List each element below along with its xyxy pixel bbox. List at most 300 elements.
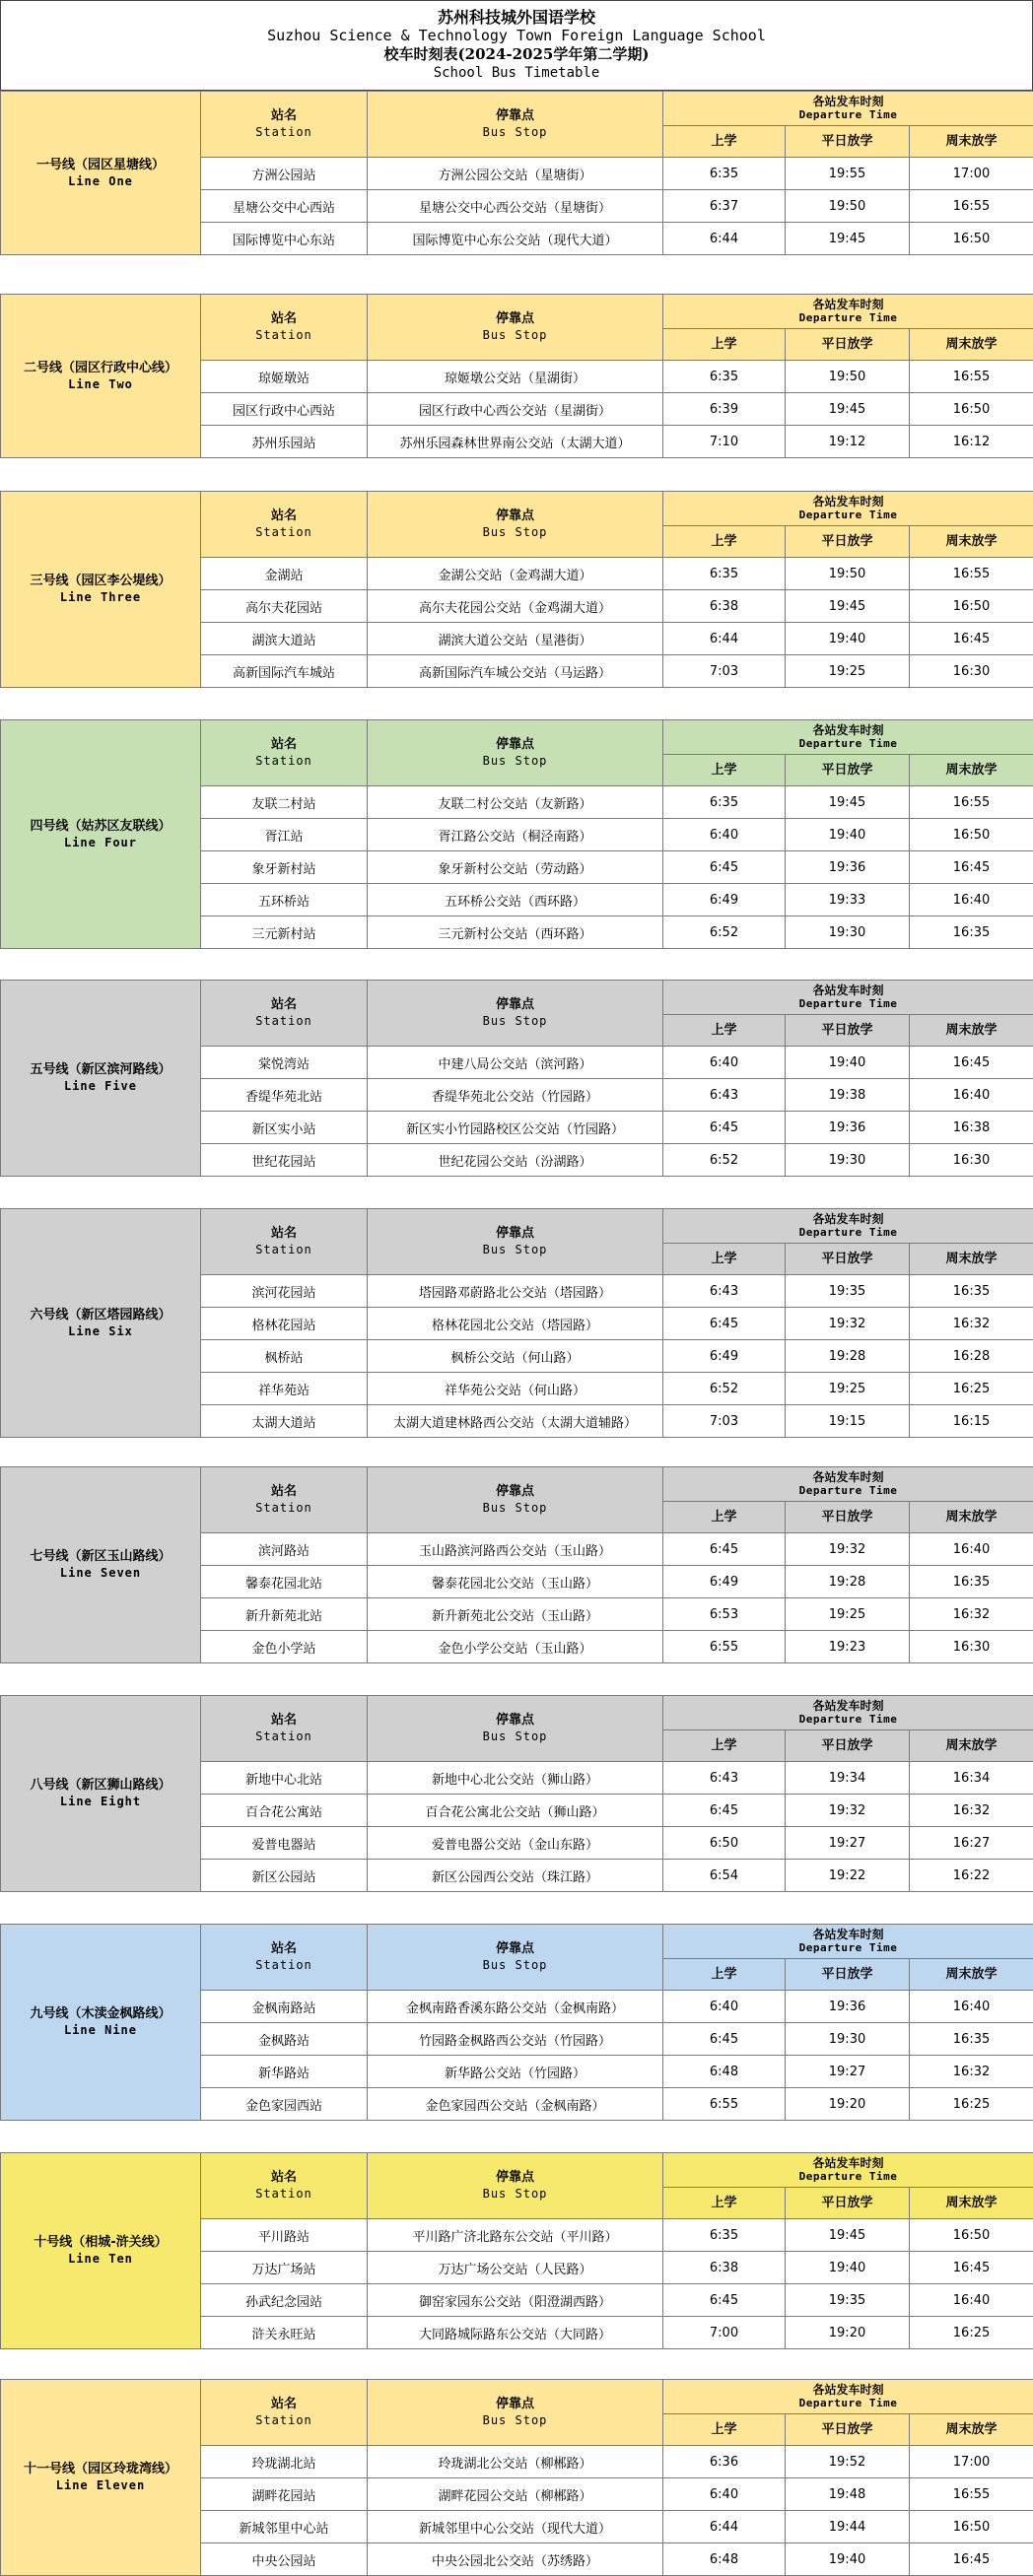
bus-stop-cell: 金色小学公交站（玉山路） [368, 1631, 663, 1663]
bus-stop-header-cn: 停靠点 [496, 1941, 534, 1956]
station-cell: 浒关永旺站 [201, 2317, 368, 2349]
bus-stop-cell: 中央公园北公交站（苏绣路） [368, 2543, 663, 2576]
weekend-time-cell: 16:25 [910, 1373, 1033, 1405]
station-cell: 金色家园西站 [201, 2088, 368, 2121]
line-name-cell [1, 1925, 201, 2121]
departure-time-header [663, 1209, 1033, 1244]
bus-line-block [0, 1695, 1033, 1892]
station-header-cn: 站名 [271, 2397, 297, 2411]
school-time-cell: 7:03 [663, 1405, 786, 1438]
school-time-cell: 6:40 [663, 1047, 786, 1079]
bus-stop-header-cn: 停靠点 [496, 1226, 534, 1241]
weekday-time-cell: 19:32 [786, 1533, 910, 1566]
station-cell: 玲珑湖北站 [201, 2446, 368, 2478]
weekday-time-cell: 19:40 [786, 1047, 910, 1079]
weekday-time-cell: 19:38 [786, 1079, 910, 1112]
station-header-cn: 站名 [271, 737, 297, 752]
weekday-time-cell: 19:50 [786, 361, 910, 393]
bus-stop-cell: 新城邻里中心公交站（现代大道） [368, 2511, 663, 2543]
line-name-en: Line One [1, 173, 200, 190]
timetable-title-en: School Bus Timetable [1, 64, 1032, 83]
station-header-en: Station [201, 753, 367, 769]
bus-stop-header-cn: 停靠点 [496, 311, 534, 326]
station-header [201, 720, 368, 786]
weekend-time-cell: 16:28 [910, 1340, 1033, 1373]
station-header-cn: 站名 [271, 1226, 297, 1241]
bus-line-block [0, 294, 1033, 458]
weekend-time-cell: 16:27 [910, 1827, 1033, 1860]
station-cell: 金湖站 [201, 558, 368, 590]
school-time-cell: 7:10 [663, 426, 786, 458]
weekend-time-cell: 16:45 [910, 1047, 1033, 1079]
weekend-time-header: 周末放学 [910, 2414, 1033, 2446]
weekend-time-cell: 16:32 [910, 2056, 1033, 2088]
bus-stop-cell: 友联二村公交站（友新路） [368, 786, 663, 819]
bus-stop-header-en: Bus Stop [368, 2186, 662, 2202]
station-cell: 中央公园站 [201, 2543, 368, 2576]
station-header-cn: 站名 [271, 108, 297, 123]
school-time-cell: 6:40 [663, 2478, 786, 2511]
weekend-time-cell: 16:55 [910, 2478, 1033, 2511]
station-header-cn: 站名 [271, 311, 297, 326]
bus-stop-header-en: Bus Stop [368, 1013, 662, 1029]
station-cell: 平川路站 [201, 2219, 368, 2252]
station-cell: 太湖大道站 [201, 1405, 368, 1438]
line-name-cn: 六号线（新区塔园路线） [30, 1308, 171, 1322]
bus-stop-cell: 高新国际汽车城公交站（马运路） [368, 655, 663, 688]
school-time-cell: 6:45 [663, 1533, 786, 1566]
station-header-cn: 站名 [271, 1713, 297, 1728]
line-name-cell [1, 92, 201, 255]
departure-time-header [663, 2153, 1033, 2188]
bus-stop-header-en: Bus Stop [368, 1500, 662, 1516]
departure-time-header-en: Departure Time [663, 508, 1033, 521]
school-time-cell: 6:36 [663, 2446, 786, 2478]
weekend-time-cell: 16:55 [910, 190, 1033, 223]
weekend-time-cell: 16:25 [910, 2088, 1033, 2121]
school-time-cell: 6:48 [663, 2056, 786, 2088]
weekend-time-cell: 16:45 [910, 2252, 1033, 2284]
bus-line-block [0, 1208, 1033, 1438]
bus-stop-cell: 新升新苑北公交站（玉山路） [368, 1598, 663, 1631]
weekend-time-cell: 16:25 [910, 2317, 1033, 2349]
line-name-cell [1, 1467, 201, 1663]
weekday-time-cell: 19:36 [786, 1112, 910, 1144]
line-table [0, 2379, 1033, 2576]
station-header-en: Station [201, 524, 367, 540]
bus-stop-cell: 三元新村公交站（西环路） [368, 916, 663, 949]
station-cell: 世纪花园站 [201, 1144, 368, 1177]
weekday-time-header: 平日放学 [786, 329, 910, 361]
weekday-time-cell: 19:45 [786, 590, 910, 623]
timetable-title-cn: 校车时刻表(2024-2025学年第二学期) [1, 45, 1032, 64]
bus-stop-cell: 太湖大道建林路西公交站（太湖大道辅路） [368, 1405, 663, 1438]
weekday-time-cell: 19:36 [786, 851, 910, 884]
departure-time-header-en: Departure Time [663, 1941, 1033, 1954]
line-name-cn: 七号线（新区玉山路线） [30, 1549, 171, 1564]
station-cell: 苏州乐园站 [201, 426, 368, 458]
station-cell: 新升新苑北站 [201, 1598, 368, 1631]
bus-stop-header [368, 492, 663, 558]
line-name-cn: 九号线（木渎金枫路线） [30, 2006, 171, 2021]
bus-stop-header-en: Bus Stop [368, 1729, 662, 1744]
weekend-time-header: 周末放学 [910, 1244, 1033, 1275]
station-header [201, 981, 368, 1047]
school-time-cell: 6:54 [663, 1860, 786, 1892]
line-name-cn: 十号线（相城-浒关线） [34, 2235, 167, 2250]
line-name-cn: 八号线（新区狮山路线） [30, 1778, 171, 1793]
school-time-header: 上学 [663, 1959, 786, 1991]
line-table [0, 2152, 1033, 2349]
weekday-time-cell: 19:15 [786, 1405, 910, 1438]
line-name-cn: 二号线（园区行政中心线） [24, 361, 177, 375]
departure-time-header [663, 1925, 1033, 1959]
weekend-time-cell: 16:50 [910, 590, 1033, 623]
school-time-cell: 6:45 [663, 1112, 786, 1144]
station-cell: 馨泰花园北站 [201, 1566, 368, 1598]
departure-time-header-en: Departure Time [663, 2170, 1033, 2183]
weekend-time-cell: 16:30 [910, 1631, 1033, 1663]
school-name-cn: 苏州科技城外国语学校 [1, 8, 1032, 27]
station-header [201, 295, 368, 361]
station-cell: 友联二村站 [201, 786, 368, 819]
departure-time-header [663, 295, 1033, 329]
weekend-time-cell: 16:34 [910, 1762, 1033, 1795]
weekday-time-cell: 19:30 [786, 2023, 910, 2056]
station-cell: 枫桥站 [201, 1340, 368, 1373]
school-time-header: 上学 [663, 1244, 786, 1275]
school-time-cell: 6:45 [663, 1795, 786, 1827]
station-header [201, 1209, 368, 1275]
weekday-time-cell: 19:20 [786, 2317, 910, 2349]
station-header [201, 2380, 368, 2446]
station-cell: 新华路站 [201, 2056, 368, 2088]
weekday-time-header: 平日放学 [786, 1244, 910, 1275]
line-name-cn: 三号线（园区李公堤线） [30, 574, 171, 588]
school-time-cell: 6:50 [663, 1827, 786, 1860]
bus-stop-cell: 琼姬墩公交站（星湖街） [368, 361, 663, 393]
bus-stop-cell: 香缇华苑北公交站（竹园路） [368, 1079, 663, 1112]
weekend-time-cell: 16:50 [910, 2219, 1033, 2252]
station-header [201, 1925, 368, 1991]
station-cell: 祥华苑站 [201, 1373, 368, 1405]
school-time-header: 上学 [663, 126, 786, 158]
station-header-en: Station [201, 1729, 367, 1744]
station-cell: 金枫路站 [201, 2023, 368, 2056]
bus-stop-header-en: Bus Stop [368, 2412, 662, 2428]
weekday-time-cell: 19:40 [786, 2543, 910, 2576]
bus-stop-header-en: Bus Stop [368, 524, 662, 540]
school-time-cell: 6:55 [663, 2088, 786, 2121]
weekday-time-cell: 19:50 [786, 558, 910, 590]
weekend-time-cell: 16:12 [910, 426, 1033, 458]
weekend-time-cell: 16:35 [910, 916, 1033, 949]
bus-line-block [0, 1924, 1033, 2121]
weekday-time-cell: 19:33 [786, 884, 910, 916]
station-cell: 金枫南路站 [201, 1991, 368, 2023]
bus-stop-cell: 玲珑湖北公交站（柳郴路） [368, 2446, 663, 2478]
line-name-cn: 一号线（园区星塘线） [36, 158, 165, 172]
school-name-en: Suzhou Science & Technology Town Foreign Language School [1, 27, 1032, 45]
station-header [201, 92, 368, 158]
station-cell: 新城邻里中心站 [201, 2511, 368, 2543]
station-header-cn: 站名 [271, 997, 297, 1012]
school-time-cell: 6:35 [663, 361, 786, 393]
station-cell: 新区实小站 [201, 1112, 368, 1144]
school-time-cell: 6:49 [663, 1340, 786, 1373]
weekday-time-cell: 19:48 [786, 2478, 910, 2511]
weekend-time-header: 周末放学 [910, 126, 1033, 158]
school-time-cell: 6:52 [663, 916, 786, 949]
school-time-cell: 6:40 [663, 1991, 786, 2023]
weekend-time-cell: 16:40 [910, 1991, 1033, 2023]
bus-stop-cell: 塔园路邓蔚路北公交站（塔园路） [368, 1275, 663, 1308]
line-name-cn: 十一号线（园区玲珑湾线） [24, 2462, 177, 2476]
departure-time-header-cn: 各站发车时刻 [813, 723, 884, 737]
bus-stop-header [368, 1925, 663, 1991]
school-time-cell: 6:43 [663, 1762, 786, 1795]
bus-stop-header-en: Bus Stop [368, 124, 662, 140]
station-cell: 香缇华苑北站 [201, 1079, 368, 1112]
station-header-en: Station [201, 124, 367, 140]
weekend-time-cell: 16:50 [910, 2511, 1033, 2543]
line-name-cell [1, 295, 201, 458]
station-cell: 棠悦湾站 [201, 1047, 368, 1079]
weekday-time-cell: 19:12 [786, 426, 910, 458]
weekday-time-cell: 19:40 [786, 819, 910, 851]
bus-stop-cell: 高尔夫花园公交站（金鸡湖大道） [368, 590, 663, 623]
station-header-en: Station [201, 1500, 367, 1516]
bus-stop-cell: 玉山路滨河路西公交站（玉山路） [368, 1533, 663, 1566]
line-name-en: Line Ten [1, 2251, 200, 2268]
weekend-time-cell: 16:50 [910, 393, 1033, 426]
school-time-cell: 6:38 [663, 2252, 786, 2284]
weekend-time-cell: 16:35 [910, 2023, 1033, 2056]
weekday-time-cell: 19:25 [786, 655, 910, 688]
station-cell: 星塘公交中心西站 [201, 190, 368, 223]
bus-stop-cell: 中建八局公交站（滨河路） [368, 1047, 663, 1079]
line-table [0, 1924, 1033, 2121]
school-time-cell: 6:52 [663, 1373, 786, 1405]
departure-time-header-en: Departure Time [663, 1226, 1033, 1239]
weekend-time-cell: 16:22 [910, 1860, 1033, 1892]
line-name-en: Line Three [1, 589, 200, 606]
departure-time-header-cn: 各站发车时刻 [813, 1212, 884, 1226]
station-header-cn: 站名 [271, 508, 297, 523]
departure-time-header [663, 2380, 1033, 2414]
line-name-en: Line Nine [1, 2022, 200, 2039]
departure-time-header-cn: 各站发车时刻 [813, 298, 884, 311]
school-time-header: 上学 [663, 2414, 786, 2446]
station-cell: 湖畔花园站 [201, 2478, 368, 2511]
line-table [0, 294, 1033, 458]
school-time-cell: 6:44 [663, 223, 786, 255]
bus-stop-cell: 金枫南路香溪东路公交站（金枫南路） [368, 1991, 663, 2023]
line-name-en: Line Two [1, 376, 200, 393]
bus-stop-cell: 爱普电器公交站（金山东路） [368, 1827, 663, 1860]
line-name-en: Line Four [1, 835, 200, 851]
station-header-en: Station [201, 2412, 367, 2428]
bus-stop-header-cn: 停靠点 [496, 2397, 534, 2411]
weekend-time-cell: 16:45 [910, 851, 1033, 884]
station-cell: 胥江站 [201, 819, 368, 851]
line-name-en: Line Eleven [1, 2477, 200, 2494]
school-time-cell: 6:55 [663, 1631, 786, 1663]
bus-stop-header-cn: 停靠点 [496, 2170, 534, 2185]
weekend-time-header: 周末放学 [910, 1730, 1033, 1762]
weekend-time-cell: 16:40 [910, 884, 1033, 916]
line-name-cn: 四号线（姑苏区友联线） [30, 819, 171, 834]
school-time-cell: 6:53 [663, 1598, 786, 1631]
school-time-cell: 6:45 [663, 1308, 786, 1340]
bus-stop-cell: 新华路公交站（竹园路） [368, 2056, 663, 2088]
weekday-time-cell: 19:22 [786, 1860, 910, 1892]
bus-stop-cell: 方洲公园公交站（星塘街） [368, 158, 663, 190]
bus-line-block [0, 491, 1033, 688]
school-time-cell: 6:37 [663, 190, 786, 223]
line-name-en: Line Five [1, 1078, 200, 1095]
weekday-time-cell: 19:55 [786, 158, 910, 190]
line-name-cell [1, 2380, 201, 2576]
bus-stop-header-cn: 停靠点 [496, 997, 534, 1012]
bus-stop-cell: 国际博览中心东公交站（现代大道） [368, 223, 663, 255]
line-table [0, 1466, 1033, 1663]
bus-stop-cell: 馨泰花园北公交站（玉山路） [368, 1566, 663, 1598]
weekday-time-header: 平日放学 [786, 1015, 910, 1047]
line-table [0, 719, 1033, 949]
bus-stop-header [368, 1696, 663, 1762]
weekend-time-cell: 16:50 [910, 819, 1033, 851]
weekday-time-header: 平日放学 [786, 2188, 910, 2219]
bus-stop-cell: 新区实小竹园路校区公交站（竹园路） [368, 1112, 663, 1144]
school-time-cell: 6:35 [663, 158, 786, 190]
school-time-header: 上学 [663, 329, 786, 361]
weekday-time-cell: 19:35 [786, 2284, 910, 2317]
school-time-header: 上学 [663, 1502, 786, 1533]
school-time-cell: 6:35 [663, 2219, 786, 2252]
school-time-header: 上学 [663, 2188, 786, 2219]
bus-stop-cell: 祥华苑公交站（何山路） [368, 1373, 663, 1405]
station-cell: 新区公园站 [201, 1860, 368, 1892]
weekday-time-cell: 19:30 [786, 1144, 910, 1177]
weekday-time-cell: 19:27 [786, 1827, 910, 1860]
school-time-cell: 7:00 [663, 2317, 786, 2349]
bus-line-block [0, 91, 1033, 255]
bus-stop-header [368, 92, 663, 158]
bus-stop-header-cn: 停靠点 [496, 737, 534, 752]
weekend-time-cell: 16:30 [910, 1144, 1033, 1177]
station-cell: 五环桥站 [201, 884, 368, 916]
station-cell: 方洲公园站 [201, 158, 368, 190]
departure-time-header-cn: 各站发车时刻 [813, 1699, 884, 1713]
school-time-cell: 6:35 [663, 558, 786, 590]
school-time-cell: 6:43 [663, 1079, 786, 1112]
weekend-time-cell: 16:32 [910, 1308, 1033, 1340]
line-name-en: Line Eight [1, 1794, 200, 1810]
weekday-time-header: 平日放学 [786, 1730, 910, 1762]
bus-stop-header [368, 295, 663, 361]
bus-stop-header-en: Bus Stop [368, 327, 662, 343]
school-time-cell: 7:03 [663, 655, 786, 688]
bus-stop-cell: 星塘公交中心西公交站（星塘街） [368, 190, 663, 223]
departure-time-header-en: Departure Time [663, 108, 1033, 121]
station-cell: 象牙新村站 [201, 851, 368, 884]
line-name-cell [1, 1696, 201, 1892]
line-name-cn: 五号线（新区滨河路线） [30, 1062, 171, 1077]
station-cell: 高尔夫花园站 [201, 590, 368, 623]
station-header-cn: 站名 [271, 1484, 297, 1499]
bus-stop-cell: 世纪花园公交站（汾湖路） [368, 1144, 663, 1177]
school-time-cell: 6:48 [663, 2543, 786, 2576]
school-time-cell: 6:49 [663, 1566, 786, 1598]
departure-time-header [663, 981, 1033, 1015]
school-time-cell: 6:45 [663, 2284, 786, 2317]
line-table [0, 1695, 1033, 1892]
departure-time-header [663, 720, 1033, 755]
bus-stop-cell: 苏州乐园森林世界南公交站（太湖大道） [368, 426, 663, 458]
bus-stop-header [368, 1209, 663, 1275]
station-header-en: Station [201, 1957, 367, 1973]
weekday-time-header: 平日放学 [786, 1502, 910, 1533]
departure-time-header-cn: 各站发车时刻 [813, 1470, 884, 1484]
station-header-en: Station [201, 1242, 367, 1257]
departure-time-header-cn: 各站发车时刻 [813, 983, 884, 997]
bus-line-block [0, 2379, 1033, 2576]
school-time-cell: 6:40 [663, 819, 786, 851]
school-time-cell: 6:52 [663, 1144, 786, 1177]
school-time-cell: 6:39 [663, 393, 786, 426]
bus-stop-cell: 象牙新村公交站（劳动路） [368, 851, 663, 884]
departure-time-header [663, 492, 1033, 526]
weekend-time-cell: 16:32 [910, 1598, 1033, 1631]
weekend-time-cell: 16:45 [910, 623, 1033, 655]
bus-stop-header [368, 2380, 663, 2446]
school-time-header: 上学 [663, 1015, 786, 1047]
bus-stop-cell: 湖畔花园公交站（柳郴路） [368, 2478, 663, 2511]
weekday-time-cell: 19:44 [786, 2511, 910, 2543]
bus-stop-cell: 枫桥公交站（何山路） [368, 1340, 663, 1373]
bus-stop-cell: 大同路城际路东公交站（大同路） [368, 2317, 663, 2349]
weekday-time-cell: 19:32 [786, 1795, 910, 1827]
school-time-header: 上学 [663, 755, 786, 786]
bus-stop-cell: 百合花公寓北公交站（狮山路） [368, 1795, 663, 1827]
weekend-time-cell: 16:30 [910, 655, 1033, 688]
bus-stop-cell: 五环桥公交站（西环路） [368, 884, 663, 916]
weekend-time-cell: 16:32 [910, 1795, 1033, 1827]
station-header-en: Station [201, 2186, 367, 2202]
station-header [201, 1696, 368, 1762]
bus-stop-header-en: Bus Stop [368, 1242, 662, 1257]
weekday-time-cell: 19:35 [786, 1275, 910, 1308]
weekend-time-cell: 16:35 [910, 1275, 1033, 1308]
weekday-time-cell: 19:45 [786, 786, 910, 819]
departure-time-header [663, 92, 1033, 126]
line-name-cell [1, 2153, 201, 2349]
weekday-time-header: 平日放学 [786, 755, 910, 786]
departure-time-header-en: Departure Time [663, 2397, 1033, 2409]
station-cell: 园区行政中心西站 [201, 393, 368, 426]
bus-line-block [0, 1466, 1033, 1663]
weekend-time-header: 周末放学 [910, 1015, 1033, 1047]
weekday-time-cell: 19:25 [786, 1373, 910, 1405]
weekend-time-cell: 16:40 [910, 2284, 1033, 2317]
weekday-time-header: 平日放学 [786, 2414, 910, 2446]
weekday-time-cell: 19:40 [786, 623, 910, 655]
school-time-cell: 6:45 [663, 2023, 786, 2056]
bus-stop-cell: 新地中心北公交站（狮山路） [368, 1762, 663, 1795]
weekday-time-cell: 19:23 [786, 1631, 910, 1663]
bus-stop-cell: 金湖公交站（金鸡湖大道） [368, 558, 663, 590]
